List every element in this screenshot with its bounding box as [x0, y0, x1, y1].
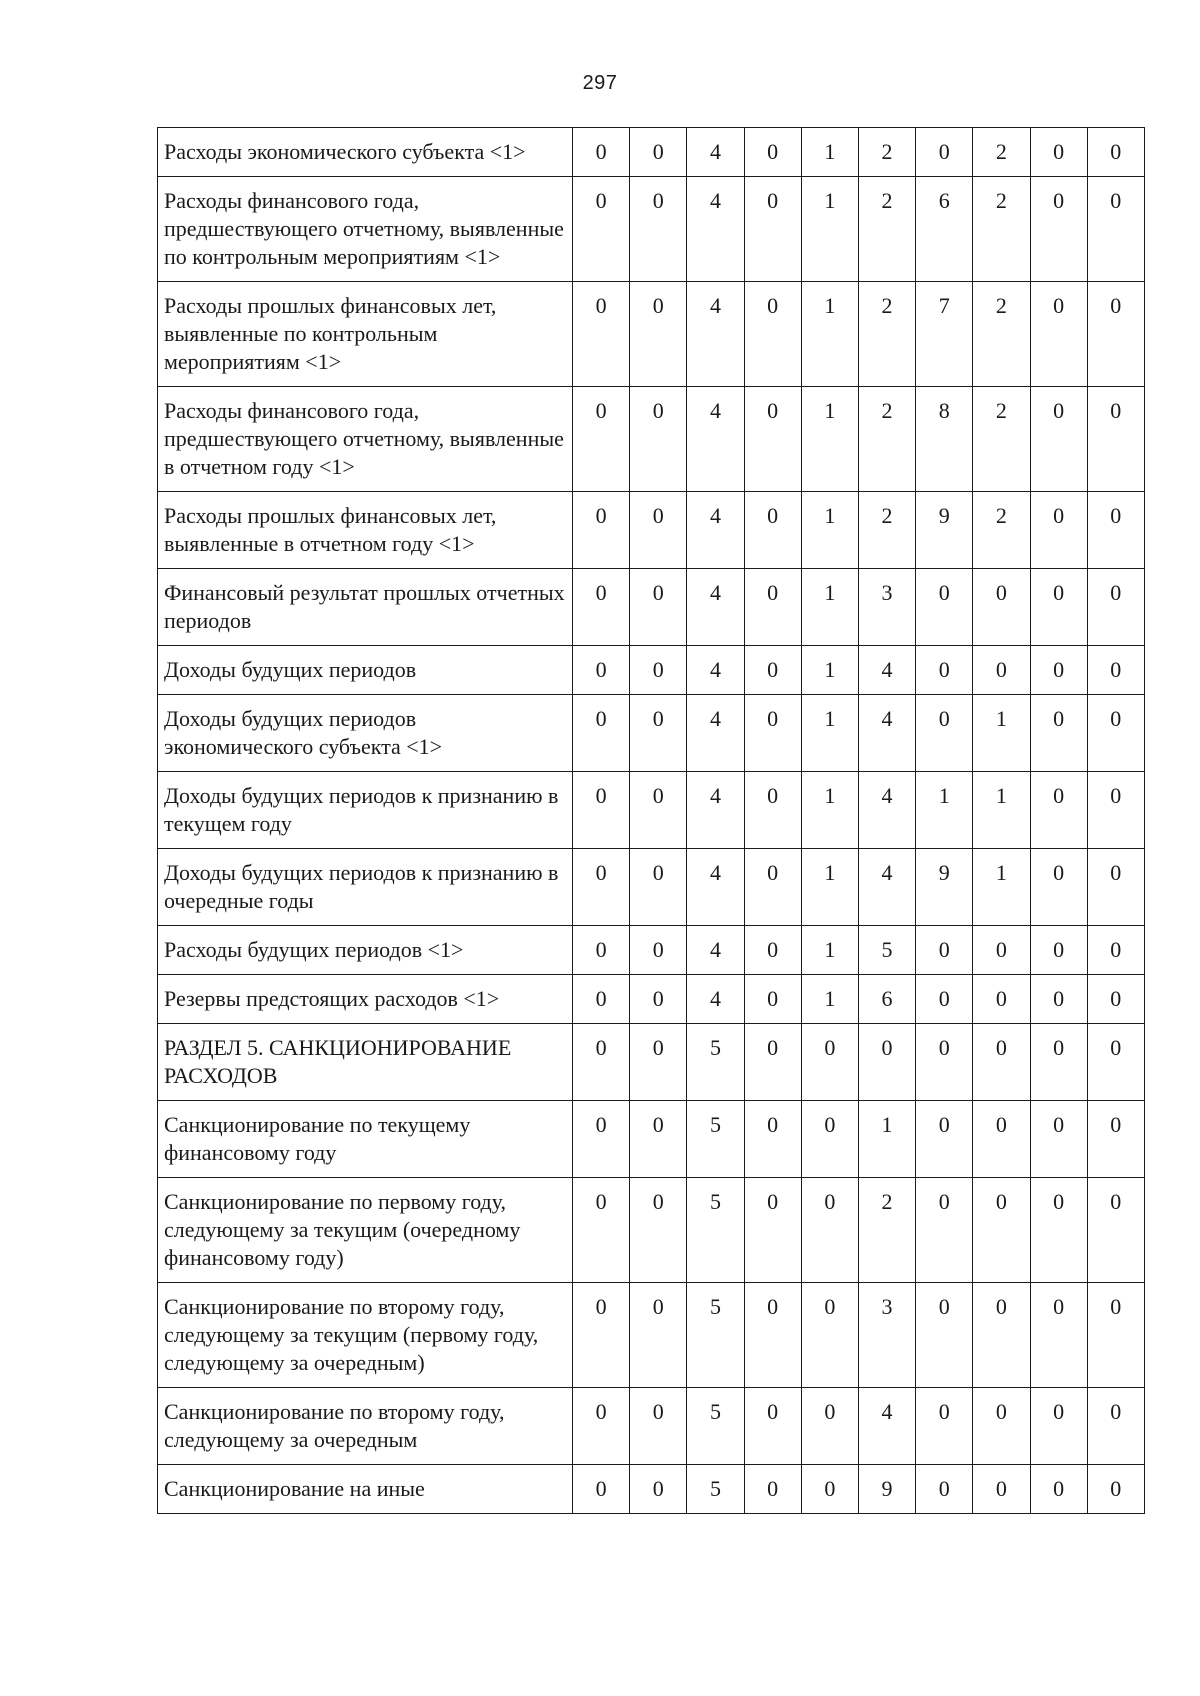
code-digit: 1: [858, 1101, 915, 1178]
code-digit: 4: [687, 849, 744, 926]
row-description: Доходы будущих периодов экономического субъекта <1>: [158, 695, 573, 772]
code-digit: 1: [801, 926, 858, 975]
row-description: Доходы будущих периодов к признанию в текущем году: [158, 772, 573, 849]
code-digit: 5: [687, 1465, 744, 1514]
code-digit: 0: [1030, 1178, 1087, 1283]
code-digit: 0: [573, 926, 630, 975]
table-row: [158, 926, 1145, 975]
code-digit: 0: [973, 1465, 1030, 1514]
code-digit: 0: [744, 1101, 801, 1178]
code-digit: 2: [973, 177, 1030, 282]
code-digit: 0: [630, 177, 687, 282]
code-digit: 0: [630, 282, 687, 387]
code-digit: 1: [801, 387, 858, 492]
code-digit: 0: [1030, 1024, 1087, 1101]
code-digit: 0: [630, 1101, 687, 1178]
code-digit: 0: [801, 1283, 858, 1388]
code-digit: 0: [916, 1388, 973, 1465]
code-digit: 0: [973, 1388, 1030, 1465]
code-digit: 0: [1087, 492, 1144, 569]
code-digit: 0: [973, 1101, 1030, 1178]
code-digit: 0: [573, 387, 630, 492]
code-digit: 0: [630, 772, 687, 849]
code-digit: 0: [916, 926, 973, 975]
code-digit: 0: [630, 849, 687, 926]
code-digit: 0: [916, 1465, 973, 1514]
code-digit: 0: [630, 128, 687, 177]
code-digit: 0: [573, 128, 630, 177]
code-digit: 0: [744, 569, 801, 646]
code-digit: 2: [858, 387, 915, 492]
code-digit: 5: [687, 1283, 744, 1388]
code-digit: 4: [858, 646, 915, 695]
code-digit: 0: [573, 1101, 630, 1178]
code-digit: 4: [858, 1388, 915, 1465]
row-description: Доходы будущих периодов к признанию в очередные годы: [158, 849, 573, 926]
code-digit: 4: [687, 695, 744, 772]
code-digit: 0: [1087, 387, 1144, 492]
code-digit: 0: [1030, 975, 1087, 1024]
code-digit: 2: [973, 282, 1030, 387]
code-digit: 0: [1030, 569, 1087, 646]
code-digit: 0: [1030, 492, 1087, 569]
code-digit: 0: [744, 1388, 801, 1465]
code-digit: 0: [573, 1283, 630, 1388]
code-digit: 0: [1087, 849, 1144, 926]
code-digit: 6: [858, 975, 915, 1024]
code-digit: 4: [687, 177, 744, 282]
code-digit: 0: [744, 975, 801, 1024]
row-description: Доходы будущих периодов: [158, 646, 573, 695]
code-digit: 0: [1030, 1388, 1087, 1465]
code-digit: 0: [573, 1024, 630, 1101]
code-digit: 7: [916, 282, 973, 387]
row-description: Расходы будущих периодов <1>: [158, 926, 573, 975]
code-digit: 9: [858, 1465, 915, 1514]
row-description: РАЗДЕЛ 5. САНКЦИОНИРОВАНИЕ РАСХОДОВ: [158, 1024, 573, 1101]
code-digit: 9: [916, 492, 973, 569]
code-digit: 0: [1030, 177, 1087, 282]
code-digit: 0: [1030, 1101, 1087, 1178]
code-digit: 0: [973, 975, 1030, 1024]
table-row: [158, 177, 1145, 282]
table-row: [158, 128, 1145, 177]
code-digit: 0: [1030, 1465, 1087, 1514]
code-digit: 0: [1030, 646, 1087, 695]
code-digit: 1: [801, 646, 858, 695]
code-digit: 1: [801, 128, 858, 177]
code-digit: 0: [573, 282, 630, 387]
row-description: Финансовый результат прошлых отчетных периодов: [158, 569, 573, 646]
code-digit: 0: [1087, 975, 1144, 1024]
row-description: Санкционирование по второму году, следующему за очередным: [158, 1388, 573, 1465]
code-digit: 0: [973, 1178, 1030, 1283]
code-digit: 4: [687, 569, 744, 646]
code-digit: 0: [973, 1024, 1030, 1101]
code-digit: 4: [687, 387, 744, 492]
code-digit: 0: [744, 492, 801, 569]
table-row: [158, 282, 1145, 387]
code-digit: 0: [916, 1024, 973, 1101]
row-description: Санкционирование на иные: [158, 1465, 573, 1514]
code-digit: 4: [687, 926, 744, 975]
code-digit: 0: [744, 128, 801, 177]
code-digit: 4: [858, 695, 915, 772]
code-digit: 0: [916, 128, 973, 177]
code-digit: 0: [1030, 695, 1087, 772]
code-digit: 0: [1087, 1388, 1144, 1465]
row-description: Санкционирование по первому году, следующему за текущим (очередному финансовому году): [158, 1178, 573, 1283]
code-digit: 5: [687, 1388, 744, 1465]
code-digit: 0: [1087, 695, 1144, 772]
code-digit: 0: [744, 387, 801, 492]
code-digit: 0: [573, 849, 630, 926]
code-digit: 0: [744, 646, 801, 695]
code-digit: 1: [916, 772, 973, 849]
code-digit: 8: [916, 387, 973, 492]
code-digit: 0: [744, 1178, 801, 1283]
code-digit: 0: [744, 177, 801, 282]
code-digit: 1: [801, 569, 858, 646]
code-digit: 0: [630, 492, 687, 569]
code-digit: 2: [973, 128, 1030, 177]
code-digit: 0: [916, 569, 973, 646]
code-digit: 0: [630, 1388, 687, 1465]
code-digit: 3: [858, 569, 915, 646]
code-digit: 1: [801, 772, 858, 849]
code-digit: 4: [858, 849, 915, 926]
code-digit: 1: [973, 849, 1030, 926]
code-digit: 0: [916, 1101, 973, 1178]
code-digit: 0: [801, 1101, 858, 1178]
code-digit: 2: [973, 387, 1030, 492]
row-description: Расходы финансового года, предшествующего отчетному, выявленные по контрольным мероприятиям <1>: [158, 177, 573, 282]
table-row: [158, 849, 1145, 926]
table-row: [158, 1283, 1145, 1388]
code-digit: 0: [630, 1283, 687, 1388]
code-digit: 0: [744, 282, 801, 387]
code-digit: 0: [1087, 1283, 1144, 1388]
code-digit: 0: [1087, 1465, 1144, 1514]
code-digit: 0: [858, 1024, 915, 1101]
code-digit: 0: [630, 1178, 687, 1283]
code-digit: 0: [1030, 772, 1087, 849]
code-digit: 1: [801, 177, 858, 282]
code-digit: 1: [801, 492, 858, 569]
accounts-table: [157, 127, 1145, 1514]
code-digit: 0: [573, 1388, 630, 1465]
code-digit: 0: [1087, 177, 1144, 282]
table-body: [158, 128, 1145, 1514]
code-digit: 0: [973, 569, 1030, 646]
code-digit: 0: [573, 975, 630, 1024]
code-digit: 0: [744, 772, 801, 849]
code-digit: 4: [687, 282, 744, 387]
code-digit: 2: [858, 492, 915, 569]
code-digit: 0: [1087, 1024, 1144, 1101]
code-digit: 0: [573, 1465, 630, 1514]
code-digit: 0: [573, 177, 630, 282]
table-row: [158, 975, 1145, 1024]
row-description: Расходы прошлых финансовых лет, выявленные в отчетном году <1>: [158, 492, 573, 569]
code-digit: 4: [687, 772, 744, 849]
code-digit: 0: [801, 1024, 858, 1101]
code-digit: 5: [687, 1024, 744, 1101]
code-digit: 5: [858, 926, 915, 975]
code-digit: 0: [973, 926, 1030, 975]
page-number: 297: [582, 72, 618, 94]
table-row: [158, 387, 1145, 492]
table-row: [158, 1388, 1145, 1465]
code-digit: 0: [573, 646, 630, 695]
code-digit: 0: [1087, 282, 1144, 387]
code-digit: 0: [801, 1178, 858, 1283]
code-digit: 1: [801, 975, 858, 1024]
code-digit: 0: [916, 695, 973, 772]
code-digit: 0: [916, 1178, 973, 1283]
code-digit: 0: [1030, 282, 1087, 387]
row-description: Расходы экономического субъекта <1>: [158, 128, 573, 177]
table-row: [158, 772, 1145, 849]
code-digit: 0: [573, 772, 630, 849]
code-digit: 0: [573, 569, 630, 646]
table-row: [158, 1465, 1145, 1514]
code-digit: 1: [973, 772, 1030, 849]
code-digit: 0: [744, 695, 801, 772]
row-description: Санкционирование по второму году, следующему за текущим (первому году, следующему за очередным): [158, 1283, 573, 1388]
table-row: [158, 1178, 1145, 1283]
table-row: [158, 646, 1145, 695]
code-digit: 0: [1087, 128, 1144, 177]
code-digit: 0: [630, 695, 687, 772]
code-digit: 2: [973, 492, 1030, 569]
code-digit: 0: [573, 1178, 630, 1283]
code-digit: 0: [1087, 1178, 1144, 1283]
code-digit: 0: [916, 646, 973, 695]
code-digit: 0: [1087, 1101, 1144, 1178]
code-digit: 1: [801, 282, 858, 387]
code-digit: 0: [1030, 1283, 1087, 1388]
row-description: Санкционирование по текущему финансовому году: [158, 1101, 573, 1178]
code-digit: 2: [858, 282, 915, 387]
row-description: Расходы финансового года, предшествующего отчетному, выявленные в отчетном году <1>: [158, 387, 573, 492]
code-digit: 0: [1030, 849, 1087, 926]
code-digit: 5: [687, 1178, 744, 1283]
code-digit: 0: [744, 1465, 801, 1514]
code-digit: 1: [973, 695, 1030, 772]
code-digit: 0: [630, 1465, 687, 1514]
code-digit: 0: [630, 926, 687, 975]
code-digit: 1: [801, 849, 858, 926]
code-digit: 0: [916, 975, 973, 1024]
code-digit: 2: [858, 128, 915, 177]
code-digit: 2: [858, 177, 915, 282]
code-digit: 0: [573, 695, 630, 772]
code-digit: 0: [744, 849, 801, 926]
code-digit: 0: [630, 646, 687, 695]
code-digit: 0: [1087, 926, 1144, 975]
code-digit: 4: [687, 128, 744, 177]
row-description: Расходы прошлых финансовых лет, выявленные по контрольным мероприятиям <1>: [158, 282, 573, 387]
code-digit: 0: [630, 569, 687, 646]
code-digit: 4: [687, 646, 744, 695]
code-digit: 4: [687, 492, 744, 569]
code-digit: 0: [744, 1024, 801, 1101]
code-digit: 0: [1030, 926, 1087, 975]
code-digit: 6: [916, 177, 973, 282]
code-digit: 0: [973, 646, 1030, 695]
code-digit: 1: [801, 695, 858, 772]
code-digit: 0: [630, 975, 687, 1024]
code-digit: 0: [630, 387, 687, 492]
row-description: Резервы предстоящих расходов <1>: [158, 975, 573, 1024]
code-digit: 0: [1030, 128, 1087, 177]
code-digit: 0: [630, 1024, 687, 1101]
table-row: [158, 1101, 1145, 1178]
code-digit: 0: [801, 1388, 858, 1465]
code-digit: 0: [1030, 387, 1087, 492]
code-digit: 0: [1087, 569, 1144, 646]
table-row: [158, 492, 1145, 569]
code-digit: 4: [687, 975, 744, 1024]
code-digit: 9: [916, 849, 973, 926]
code-digit: 0: [744, 1283, 801, 1388]
code-digit: 0: [573, 492, 630, 569]
code-digit: 0: [1087, 646, 1144, 695]
table-row: [158, 1024, 1145, 1101]
code-digit: 0: [973, 1283, 1030, 1388]
code-digit: 2: [858, 1178, 915, 1283]
code-digit: 3: [858, 1283, 915, 1388]
table-row: [158, 569, 1145, 646]
code-digit: 5: [687, 1101, 744, 1178]
code-digit: 0: [744, 926, 801, 975]
code-digit: 4: [858, 772, 915, 849]
code-digit: 0: [916, 1283, 973, 1388]
code-digit: 0: [801, 1465, 858, 1514]
code-digit: 0: [1087, 772, 1144, 849]
table-row: [158, 695, 1145, 772]
